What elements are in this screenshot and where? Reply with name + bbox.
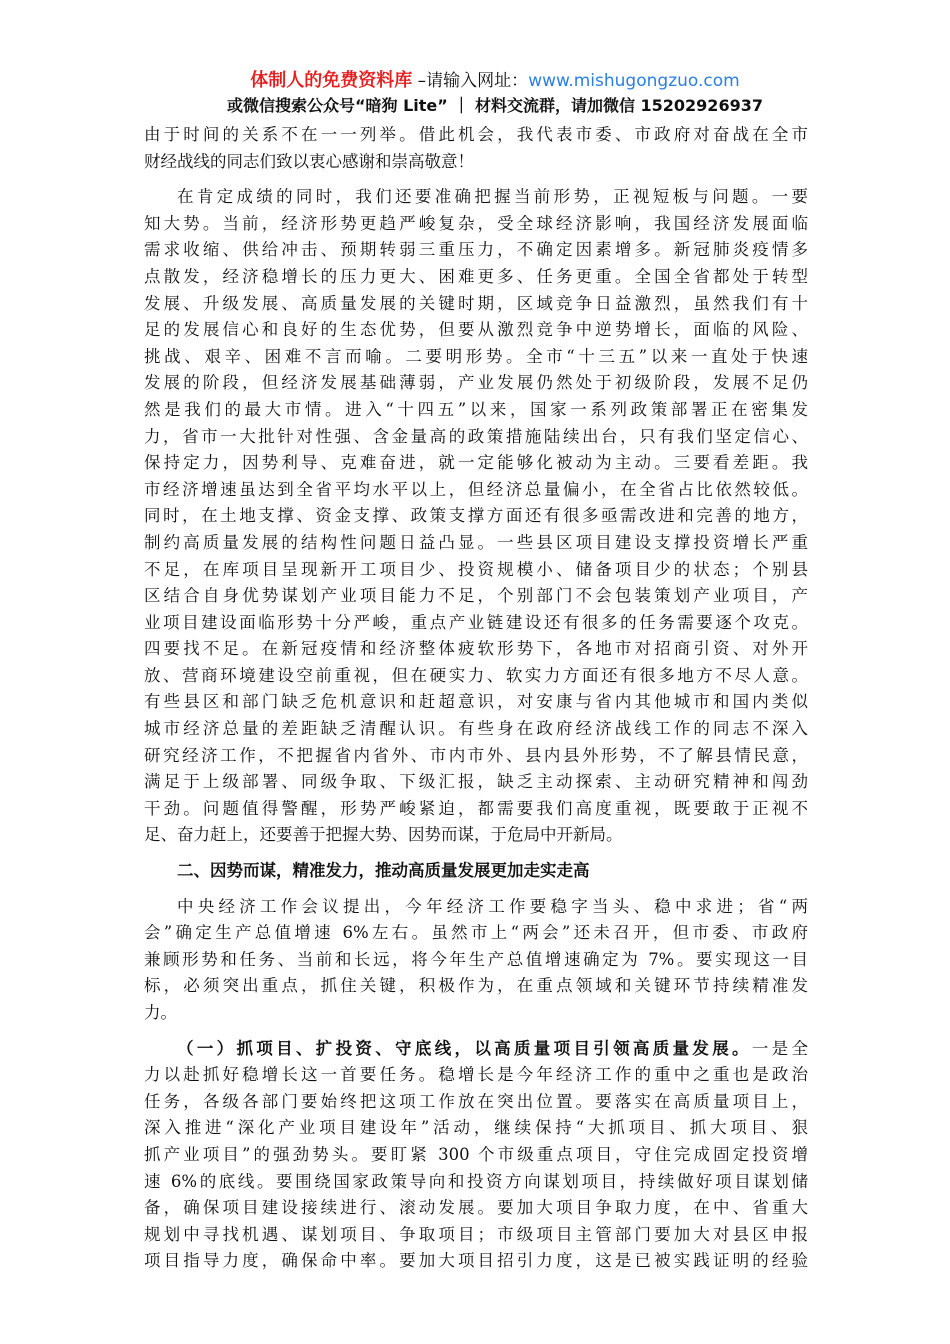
document-body bbox=[144, 122, 808, 1275]
text-line: 抓产业项目”的强劲势头。要盯紧 300 个市级重点项目，守住完成固定投资增 bbox=[144, 1144, 808, 1164]
text-line: 中央经济工作会议提出，今年经济工作要稳字当头、稳中求进；省“两 bbox=[177, 896, 808, 916]
text-line: 速 6%的底线。要围绕国家政策导向和投资方向谋划项目，持续做好项目谋划储 bbox=[144, 1171, 808, 1191]
text-line: 四要找不足。在新冠疫情和经济整体疲软形势下，各地市对招商引资、对外开 bbox=[144, 639, 808, 659]
text-line: 同时，在土地支撑、资金支撑、政策支撑方面还有很多亟需改进和完善的地方， bbox=[144, 506, 808, 526]
text-line: 在肯定成绩的同时，我们还要准确把握当前形势，正视短板与问题。一要 bbox=[177, 187, 808, 207]
paragraph-situation bbox=[144, 184, 808, 849]
subsection-lead: （一）抓项目、扩投资、守底线，以高质量项目引领高质量发展。 bbox=[177, 1038, 752, 1058]
text-line: 业项目建设面临形势十分严峻，重点产业链建设还有很多的任务需要逐个攻克。 bbox=[144, 612, 808, 632]
text-line: 干劲。问题值得警醒，形势严峻紧迫，都需要我们高度重视，既要敢于正视不 bbox=[144, 798, 808, 818]
text-line: 由于时间的关系不在一一列举。借此机会，我代表市委、市政府对奋战在全市 bbox=[144, 125, 808, 144]
text-line: 市经济增速虽达到全省平均水平以上，但经济总量偏小，在全省占比依然较低。 bbox=[144, 479, 808, 499]
text-line: 保持定力，因势利导、克难奋进，就一定能够化被动为主动。三要看差距。我 bbox=[144, 453, 808, 473]
text-line: 发展的阶段，但经济发展基础薄弱，产业发展仍然处于初级阶段，发展不足仍 bbox=[144, 373, 808, 393]
header-url-link[interactable]: www.mishugongzuo.com bbox=[528, 71, 740, 91]
text-line: 城市经济总量的差距缺乏清醒认识。有些身在政府经济战线工作的同志不深入 bbox=[144, 719, 808, 739]
text-line: 点散发，经济稳增长的压力更大、困难更多、任务更重。全国全省都处于转型 bbox=[144, 266, 808, 286]
text-line: 力，省市一大批针对性强、含金量高的政策措施陆续出台，只有我们坚定信心、 bbox=[144, 426, 808, 446]
text-line: 制约高质量发展的结构性问题日益凸显。一些县区项目建设支撑投资增长严重 bbox=[144, 532, 808, 552]
text-line: 会”确定生产总值增速 6%左右。虽然市上“两会”还未召开，但市委、市政府 bbox=[144, 923, 808, 943]
text-line: 财经战线的同志们致以衷心感谢和崇高敬意！ bbox=[144, 151, 474, 171]
text-line: 标，必须突出重点，抓住关键，积极作为，在重点领域和关键环节持续精准发 bbox=[144, 976, 808, 996]
text-line: 研究经济工作，不把握省内省外、市内市外、县内县外形势，不了解县情民意， bbox=[144, 745, 808, 765]
section-heading: 二、因势而谋，精准发力，推动高质量发展更加走实走高 bbox=[177, 861, 590, 881]
text-line: 任务，各级各部门要始终把这项工作放在突出位置。要落实在高质量项目上， bbox=[144, 1091, 808, 1111]
text-line: 力。 bbox=[144, 1003, 177, 1022]
text-line: 放、营商环境建设空前重视，但在硬实力、软实力方面还有很多地方不尽人意。 bbox=[144, 665, 808, 685]
header-brand: 体制人的免费资料库 bbox=[250, 70, 413, 91]
text-line: 需求收缩、供给冲击、预期转弱三重压力，不确定因素增多。新冠肺炎疫情多 bbox=[144, 240, 808, 260]
header-prompt: –请输入网址： bbox=[412, 71, 529, 91]
page-header bbox=[0, 68, 950, 118]
text-line: 不足，在库项目呈现新开工项目少、投资规模小、储备项目少的状态；个别县 bbox=[144, 559, 808, 579]
text-line: 深入推进“深化产业项目建设年”活动，继续保持“大抓项目、抓大项目、狠 bbox=[144, 1118, 808, 1138]
text-fragment: 一是全 bbox=[751, 1038, 808, 1058]
text-line: 知大势。当前，经济形势更趋严峻复杂，受全球经济影响，我国经济发展面临 bbox=[144, 213, 808, 233]
text-line: 区结合自身优势谋划产业项目能力不足，个别部门不会包装策划产业项目，产 bbox=[144, 586, 808, 606]
text-line: 挑战、艰辛、困难不言而喻。二要明形势。全市“十三五”以来一直处于快速 bbox=[144, 346, 808, 366]
text-line: 有些县区和部门缺乏危机意识和赶超意识，对安康与省内其他城市和国内类似 bbox=[144, 692, 808, 712]
text-line: 发展、升级发展、高质量发展的关键时期，区域竞争日益激烈，虽然我们有十 bbox=[144, 293, 808, 313]
header-banner bbox=[0, 68, 950, 94]
paragraph-projects bbox=[144, 1036, 808, 1275]
text-line: 足的发展信心和良好的生态优势，但要从激烈竞争中逆势增长，面临的风险、 bbox=[144, 320, 808, 340]
paragraph-target bbox=[144, 894, 808, 1027]
paragraph-thanks bbox=[144, 122, 808, 175]
text-line: 力以赴抓好稳增长这一首要任务。稳增长是今年经济工作的重中之重也是政治 bbox=[144, 1065, 808, 1085]
text-line: 然是我们的最大市情。进入“十四五”以来，国家一系列政策部署正在密集发 bbox=[144, 399, 808, 419]
header-wechat-info: 或微信搜索公众号“暗狗 Lite” ｜ 材料交流群，请加微信 15202926937 bbox=[227, 96, 763, 115]
text-line: 满足于上级部署、同级争取、下级汇报，缺乏主动探索、主动研究精神和闯劲 bbox=[144, 772, 808, 792]
text-line: 备，确保项目建设接续进行、滚动发展。要加大项目争取力度，在中、省重大 bbox=[144, 1198, 808, 1218]
text-line bbox=[144, 1036, 808, 1063]
text-line: 兼顾形势和任务、当前和长远，将今年生产总值增速确定为 7%。要实现这一目 bbox=[144, 949, 808, 969]
text-line: 足、奋力赶上，还要善于把握大势、因势而谋，于危局中开新局。 bbox=[144, 825, 623, 845]
text-line: 规划中寻找机遇、谋划项目、争取项目；市级项目主管部门要加大对县区申报 bbox=[144, 1224, 808, 1244]
text-line: 项目指导力度，确保命中率。要加大项目招引力度，这是已被实践证明的经验 bbox=[144, 1251, 808, 1271]
